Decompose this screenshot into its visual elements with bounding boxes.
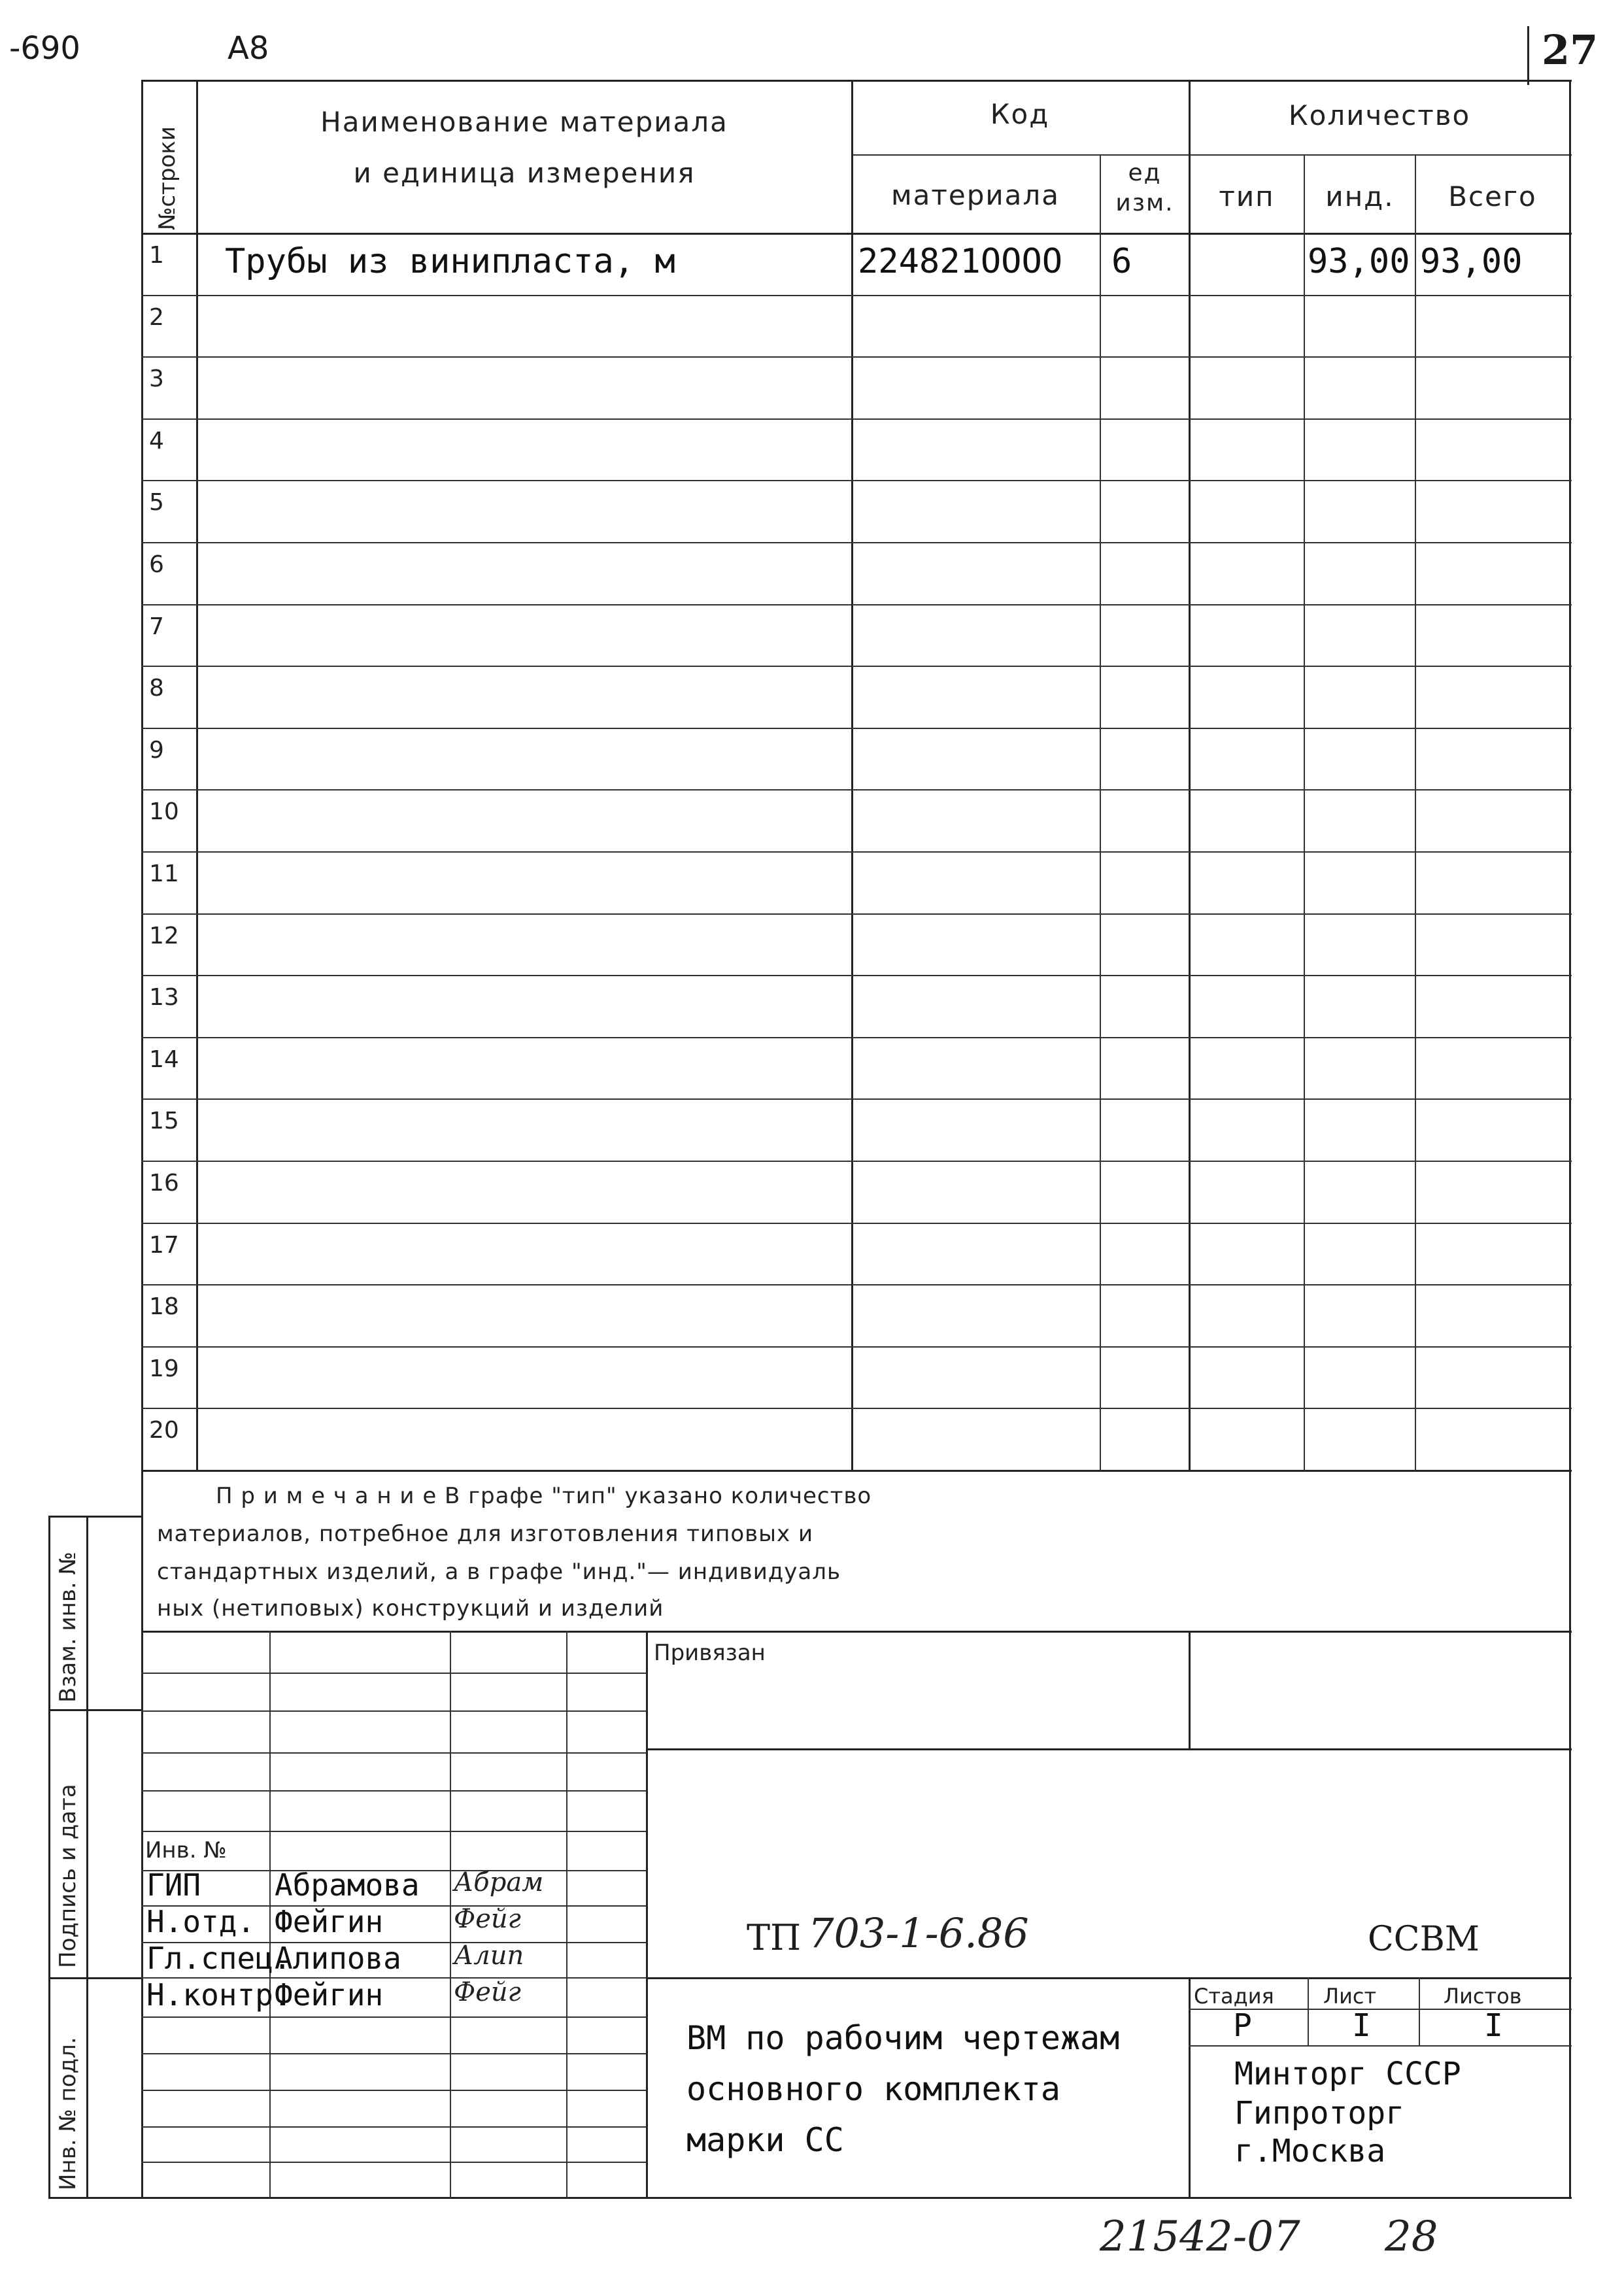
code-header: Код	[990, 98, 1050, 130]
row-unit: 6	[1111, 242, 1132, 281]
row-divider	[141, 1346, 1572, 1348]
archive-number: 21542-07	[1100, 2213, 1300, 2261]
row-divider	[141, 1098, 1572, 1100]
row-n: 8	[149, 675, 164, 702]
format-label: А8	[228, 30, 269, 67]
row-n: 2	[149, 304, 164, 331]
row-n: 18	[149, 1293, 179, 1320]
row-divider	[141, 1408, 1572, 1409]
stamp-name: Фейгин	[275, 1977, 384, 2013]
row-n: 7	[149, 613, 164, 640]
stamp-grid-line	[141, 2090, 646, 2091]
row-n: 12	[149, 923, 179, 949]
quantity-header: Количество	[1288, 99, 1471, 131]
row-n: 3	[149, 366, 164, 392]
stamp-grid-line	[141, 1831, 646, 1832]
row-n: 10	[149, 798, 179, 825]
note-line1: П р и м е ч а н и е В графе "тип" указано количество	[216, 1483, 872, 1509]
org-line1: Минторг СССР	[1234, 2056, 1461, 2092]
row-name: Трубы из винипласта, м	[225, 242, 675, 281]
row-n: 13	[149, 984, 179, 1011]
row-divider	[141, 1037, 1572, 1038]
stage-value: Р	[1233, 2007, 1252, 2044]
side-label-inv-podl: Инв. № подл.	[55, 2037, 81, 2190]
row-divider	[141, 1161, 1572, 1162]
row-ind: 93,00	[1308, 242, 1410, 281]
code-material-header: материала	[890, 179, 1060, 211]
row-divider	[141, 356, 1572, 358]
row-number-header: №строки	[154, 126, 180, 230]
row-n: 9	[149, 737, 164, 764]
stamp-name: Абрамова	[275, 1867, 420, 1903]
note-line3: стандартных изделий, а в графе "инд."— индивидуаль	[157, 1559, 841, 1585]
org-line3: г.Москва	[1234, 2133, 1386, 2169]
row-divider	[141, 604, 1572, 605]
row-divider	[141, 789, 1572, 790]
row-divider	[141, 851, 1572, 853]
stamp-sign: Фейг	[454, 1904, 521, 1934]
row-n: 1	[149, 242, 164, 269]
stamp-grid-line	[141, 2162, 646, 2163]
side-label-vzam: Взам. инв. №	[55, 1552, 81, 1703]
stamp-name: Фейгин	[275, 1904, 384, 1939]
stamp-sign: Фейг	[454, 1977, 521, 2007]
row-n: 19	[149, 1355, 179, 1382]
name-header-line1: Наименование материала	[320, 106, 728, 138]
row-divider	[141, 418, 1572, 420]
quantity-total-header: Всего	[1448, 180, 1537, 212]
stamp-grid-line	[141, 1710, 646, 1712]
row-divider	[141, 666, 1572, 667]
title-line2: основного комплекта	[686, 2070, 1060, 2108]
row-n: 17	[149, 1232, 179, 1259]
stamp-grid-line	[141, 1790, 646, 1792]
doc-mark: ССВМ	[1368, 1920, 1480, 1959]
sheets-label: Листов	[1444, 1984, 1522, 2009]
row-divider	[141, 913, 1572, 915]
page-number: 27	[1542, 26, 1599, 74]
side-label-podpis: Подпись и дата	[55, 1784, 81, 1968]
row-n: 4	[149, 428, 164, 454]
title-line1: ВМ по рабочим чертежам	[686, 2019, 1120, 2057]
stamp-sign: Абрам	[454, 1867, 544, 1897]
doc-code-prefix: ТП	[747, 1917, 802, 1958]
quantity-type-header: тип	[1219, 180, 1275, 212]
row-divider	[141, 542, 1572, 543]
margin-left-number: -690	[9, 30, 80, 67]
stamp-grid-line	[141, 2053, 646, 2054]
row-n: 16	[149, 1170, 179, 1197]
sheets-value: I	[1484, 2007, 1503, 2044]
row-n: 15	[149, 1108, 179, 1134]
note-line2: материалов, потребное для изготовления типовых и	[157, 1521, 814, 1547]
row-total: 93,00	[1420, 242, 1523, 281]
stage-label: Стадия	[1194, 1984, 1274, 2009]
footer-page: 28	[1385, 2213, 1438, 2261]
row-divider	[141, 295, 1572, 296]
row-divider	[141, 1223, 1572, 1224]
code-unit-header-line1: ед	[1128, 160, 1162, 186]
stamp-grid-line	[141, 1752, 646, 1754]
inv-no-label: Инв. №	[145, 1837, 227, 1863]
title-line3: марки СС	[686, 2121, 844, 2159]
sheet-label: Лист	[1323, 1984, 1377, 2009]
stamp-grid-line	[141, 2126, 646, 2128]
doc-code: 703-1-6.86	[808, 1909, 1029, 1957]
row-divider	[141, 1284, 1572, 1285]
row-n: 20	[149, 1417, 179, 1444]
row-divider	[141, 480, 1572, 481]
quantity-ind-header: инд.	[1325, 180, 1395, 212]
name-header-line2: и единица измерения	[353, 157, 696, 189]
stamp-role: Н.контр.	[146, 1977, 292, 2013]
note-line4: ных (нетиповых) конструкций и изделий	[157, 1595, 664, 1622]
row-n: 5	[149, 489, 164, 516]
row-n: 14	[149, 1046, 179, 1073]
code-unit-header-line2: изм.	[1115, 190, 1174, 216]
sheet-value: I	[1352, 2007, 1371, 2044]
stamp-name: Алипова	[275, 1941, 401, 1976]
row-divider	[141, 975, 1572, 976]
org-line2: Гипроторг	[1234, 2095, 1405, 2132]
stamp-role: Гл.спец.	[146, 1941, 292, 1976]
row-n: 6	[149, 551, 164, 578]
stamp-grid-line	[141, 2016, 646, 2018]
row-code: 224821OOOO	[858, 242, 1063, 281]
stamp-grid-line	[141, 1673, 646, 1674]
page-number-divider	[1527, 26, 1529, 85]
stamp-role: Н.отд.	[146, 1904, 256, 1939]
stamp-sign: Алип	[454, 1941, 524, 1971]
privyazan-label: Привязан	[654, 1640, 766, 1666]
row-n: 11	[149, 860, 179, 887]
row-divider	[141, 728, 1572, 729]
stamp-role: ГИП	[146, 1867, 201, 1903]
